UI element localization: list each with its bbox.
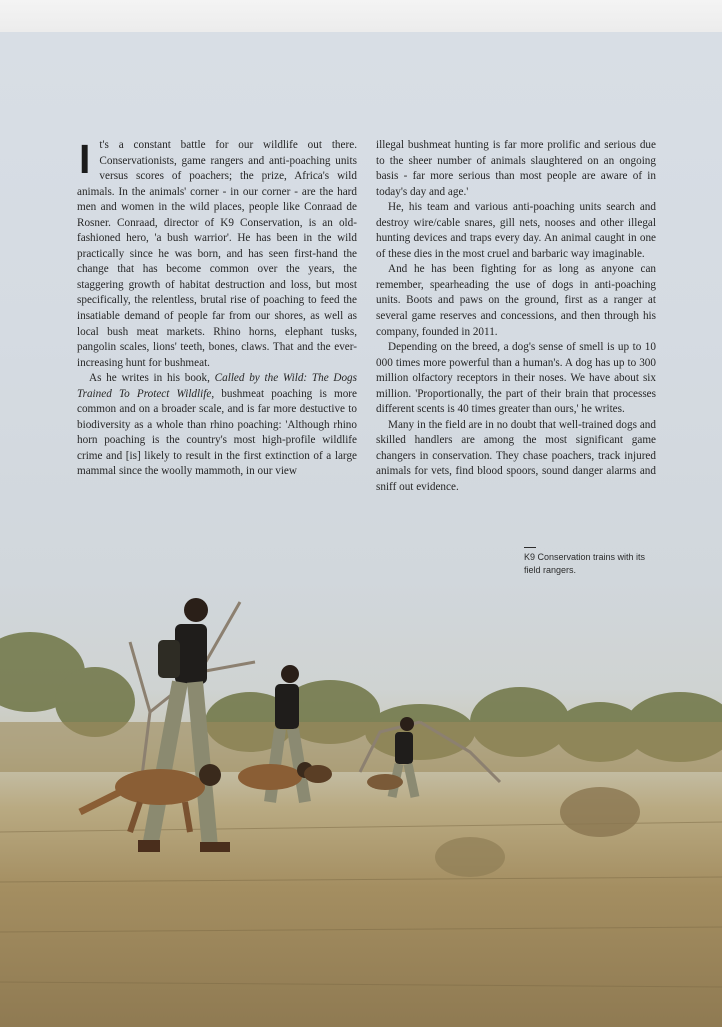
book-paragraph-lead: As he writes in his book, bbox=[89, 372, 215, 385]
book-paragraph-rest: , bushmeat poaching is more common and on a broader scale, and is far more destuctive to biodiversity as a whole than rhino poaching: 'Although rhino horn poaching is the country's most high-profile wildlife crime and [is] likely to result in the first extinction of a large mammal since the woolly mammoth, in our view bbox=[77, 387, 357, 478]
paragraph: illegal bushmeat hunting is far more prolific and serious due to the sheer number of animals slaughtered on an ongoing basis - far more serious than most people are aware of in today's day and age.' bbox=[376, 139, 656, 198]
intro-paragraph bbox=[77, 138, 357, 371]
drop-cap: I bbox=[79, 136, 91, 182]
bush-band bbox=[0, 722, 722, 772]
paragraph: Depending on the breed, a dog's sense of smell is up to 10 000 times more powerful than a human's. A dog has up to 300 million olfactory receptors in their noses. We have about six million. 'Proportionally, the part of their brain that processes different scents is 40 times greater than ours,' he writes. bbox=[376, 341, 656, 416]
article-column-left bbox=[77, 138, 357, 480]
paragraph: He, his team and various anti-poaching units search and destroy wire/cable snares, gill nets, nooses and other illegal hunting devices and traps every day. An animal caught in one of these dies in the most cruel and barbaric way imaginable. bbox=[376, 201, 656, 260]
photo-caption bbox=[524, 547, 664, 577]
book-paragraph bbox=[77, 371, 357, 480]
caption-text: K9 Conservation trains with its field rangers. bbox=[524, 552, 646, 576]
intro-text: t's a constant battle for our wildlife out there. Conservationists, game rangers and anti-poaching units versus scores of poachers; the prize, Africa's wild animals. In the animals' corner - in our corner - are the hard men and women in the wild places, people like Conraad de Rosner. Conraad, director of K9 Conservation, is an old-fashioned hero, 'a bush warrior'. He has been in the wild practically since he was born, and has seen first-hand the change that has become common over the years, the staggering growth of habitat destruction and loss, but most specifically, the relentless, brutal rise of poaching to feed the insatiable demand of people far from our shores, as well as local bush meat markets. Rhino horns, elephant tusks, pangolin scales, lions' teeth, bones, claws. That and the ever-increasing hunt for bushmeat. bbox=[77, 139, 357, 369]
book-title: Called by the Wild: The Dogs Trained To Protect Wildlife bbox=[77, 372, 358, 400]
article-column-right bbox=[376, 138, 656, 496]
grass-texture bbox=[0, 822, 722, 987]
page-top-edge bbox=[0, 0, 722, 32]
caption-rule bbox=[524, 547, 536, 548]
grass-tuft bbox=[435, 837, 505, 877]
paragraph: Many in the field are in no doubt that well-trained dogs and skilled handlers are among the most significant game changers in conservation. They chase poachers, track injured animals for vets, find blood spoors, sound danger alarms and sniff out evidence. bbox=[376, 418, 656, 494]
grass-tuft bbox=[560, 787, 640, 837]
paragraph: And he has been fighting for as long as anyone can remember, spearheading the use of dogs in anti-poaching units. Boots and paws on the ground, first as a ranger at several game reserves and concessions, and then through his company, founded in 2011. bbox=[376, 263, 656, 338]
